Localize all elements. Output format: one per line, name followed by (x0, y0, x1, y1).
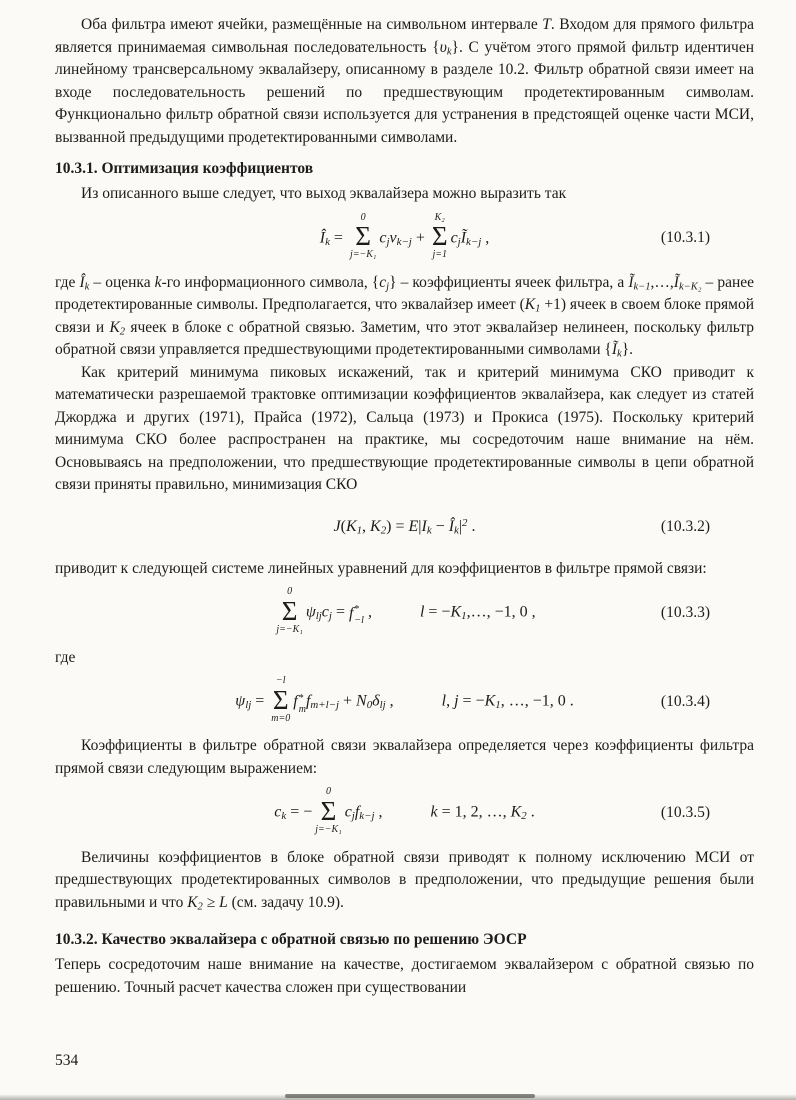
paragraph-filters-intro: Оба фильтра имеют ячейки, размещённые на символьном интервале T. Входом для прямого фильтра является принимаемая символьная последовательность $\{\upsilon_k\}$. С учётом этого прямой фильтр идентичен линейному трансверсальному эквалайзеру, описанному в разделе 10.2. Фильтр обратной связи имеет на входе последовательность решений по предшествующим продетектированным символам. Функционально фильтр обратной связи используется для устранения в предстоящей оценке части МСИ, вызванной предыдущими продетектированными символами. (55, 16, 754, 146)
equation-10-3-4 (55, 677, 754, 726)
equation-10-3-1 (55, 211, 754, 263)
paragraph-leads-to-system: приводит к следующей системе линейных уравнений для коэффициентов в фильтре прямой связи: (55, 559, 707, 577)
paragraph-where: где (55, 648, 76, 666)
equation-number: (10.3.5) (660, 803, 710, 821)
page-number: 534 (55, 1051, 79, 1069)
equation-body: $J(K_1$, $K_2) = E|I_k$ − $Î_k|^2$ . (333, 516, 476, 537)
scan-edge-shadow (0, 1094, 796, 1100)
equation-number: (10.3.1) (660, 228, 710, 246)
paragraph-where-estimate: где $Î_k$ – оценка k-го информационного символа, $\{c_j\}$ – коэффициенты ячеек фильтра, а $Ĩ_{k-1},\dots,Ĩ_{k-K_2}$ – ранее продетектированные символы. Предполагается, что эквалайзер имеет $(K_1 +1)$ ячеек в своем блоке прямой связи и $K_2$ ячеек в блоке с обратной связью. Заметим, что этот эквалайзер нелинеен, поскольку фильтр обратной связи управляется предшествующими продетектированными символами $\{Ĩ_k\}$. (55, 273, 755, 360)
equation-number: (10.3.2) (660, 517, 710, 535)
paragraph-equalizer-output: Из описанного выше следует, что выход эквалайзера можно выразить так (81, 185, 567, 202)
section-heading-10-3-1: 10.3.1. Оптимизация коэффициентов (55, 160, 314, 177)
section-heading-10-3-2: 10.3.2. Качество эквалайзера с обратной связью по решению ЭОСР (55, 931, 527, 949)
paragraph-performance-intro: Теперь сосредоточим наше внимание на качестве, достигаемом эквалайзером с обратной связью по решению. Точный расчет качества сложен при существовании (55, 956, 754, 996)
paragraph-coefficient-values: Величины коэффициентов в блоке обратной связи приводят к полному исключению МСИ от предшествующих продетектированных символов в предположении, что предыдущие решения были правильными и что $K_2 \ge L$ (см. задачу 10.9). (55, 848, 754, 913)
equation-number: (10.3.3) (660, 603, 710, 621)
equation-body: $Î_k$ = 0 Σ j=−K₁ $c_jv_{k-j}$ + K₂ Σ j=1 $c_jĨ_{k-j}$ , (319, 211, 490, 261)
equation-10-3-5 (55, 788, 754, 837)
equation-number: (10.3.4) (660, 692, 710, 710)
equation-body: $\psi_{lj}$ = −l Σ m=0 f * m $f_{m+l-j} + N_0\delta_{lj}$ , l, $j = -K_1$, …, −1, 0 . (235, 675, 574, 724)
equation-10-3-2 (55, 505, 754, 549)
paragraph-feedback-coefficients: Коэффициенты в фильтре обратной связи эквалайзера определяется через коэффициенты фильтра прямой связи следующим выражением: (55, 737, 754, 777)
equation-10-3-3 (55, 588, 754, 637)
paragraph-criteria: Как критерий минимума пиковых искажений, так и критерий минимума СКО приводит к математически разрешаемой трактовке оптимизации коэффициентов эквалайзера, как следует из статей Джорджа и других (1971), Прайса (1972), Сальца (1973) и Прокиса (1975). Поскольку критерий минимума СКО более распространен на практике, мы сосредоточим наше внимание на нём. Основываясь на предположении, что предшествующие продетектированные символы в цепи обратной связи приняты правильно, минимизация СКО (55, 363, 754, 494)
equation-body: $c_k$ = − 0 Σ j=−K₁ $c_jf_{k-j}$ , k = 1, 2, …, $K_2$ . (274, 786, 535, 836)
equation-body: 0 Σ j=−K₁ $\psi_{lj}c_j$ = f * −l , $l = -K_1,\dots$, −1, 0 , (276, 586, 536, 636)
